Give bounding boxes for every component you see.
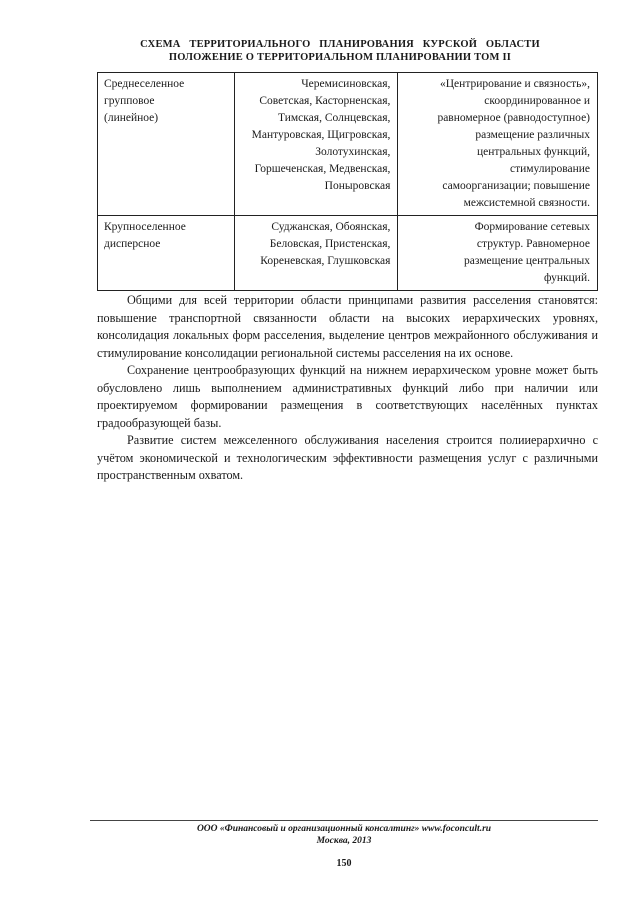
footer-publisher: ООО «Финансовый и организационный консалтинг» www.foconcult.ru — [196, 824, 492, 834]
page-number: 150 — [336, 858, 352, 869]
page-footer — [90, 823, 598, 847]
paragraph: Развитие систем межселенного обслуживания населения строится полииерархично с учётом экономической и технологическим эффективности размещения услуг с различными пространственным охватом. — [97, 433, 598, 482]
header-title-line1: СХЕМА ТЕРРИТОРИАЛЬНОГО ПЛАНИРОВАНИЯ КУРСКОЙ ОБЛАСТИ — [140, 39, 540, 50]
table-cell-districts: Черемисиновская, Советская, Касторненская, Тимская, Солнцевская, Мантуровская, Щигровская, Золотухинская, Горшеченская, Медвенская, Поныровская — [235, 73, 398, 216]
table-cell-districts: Суджанская, Обоянская, Беловская, Пристенская, Кореневская, Глушковская — [235, 216, 398, 291]
table-cell-principle: «Центрирование и связность», скоординированное и равномерное (равнодоступное) размещение различных центральных функций, стимулирование самоорганизации; повышение межсистемной связности. — [398, 73, 598, 216]
table-cell-type: Крупноселенное дисперсное — [98, 216, 235, 291]
body-text — [97, 292, 598, 485]
page-header — [80, 38, 600, 64]
footer-city-year: Москва, 2013 — [316, 836, 372, 846]
table-cell-type: Среднеселенное групповое (линейное) — [98, 73, 235, 216]
paragraph: Сохранение центрообразующих функций на нижнем иерархическом уровне может быть обусловлено лишь выполнением административных функций либо при наличии или проектируемом формировании размещения в соответствующих населённых пунктах градообразующей базы. — [97, 363, 598, 430]
table-row — [98, 73, 598, 216]
table-cell-principle: Формирование сетевых структур. Равномерное размещение центральных функций. — [398, 216, 598, 291]
header-title-line2: ПОЛОЖЕНИЕ О ТЕРРИТОРИАЛЬНОМ ПЛАНИРОВАНИИ ТОМ II — [168, 52, 512, 63]
footer-divider — [90, 820, 598, 821]
settlement-table — [97, 72, 598, 291]
paragraph: Общими для всей территории области принципами развития расселения становятся: повышение транспортной связанности области на высоких иерархических уровнях, консолидация локальных форм расселения, выделение центров межрайонного обслуживания и стимулирование консолидации региональной системы расселения на их основе. — [97, 293, 598, 360]
table-row — [98, 216, 598, 291]
